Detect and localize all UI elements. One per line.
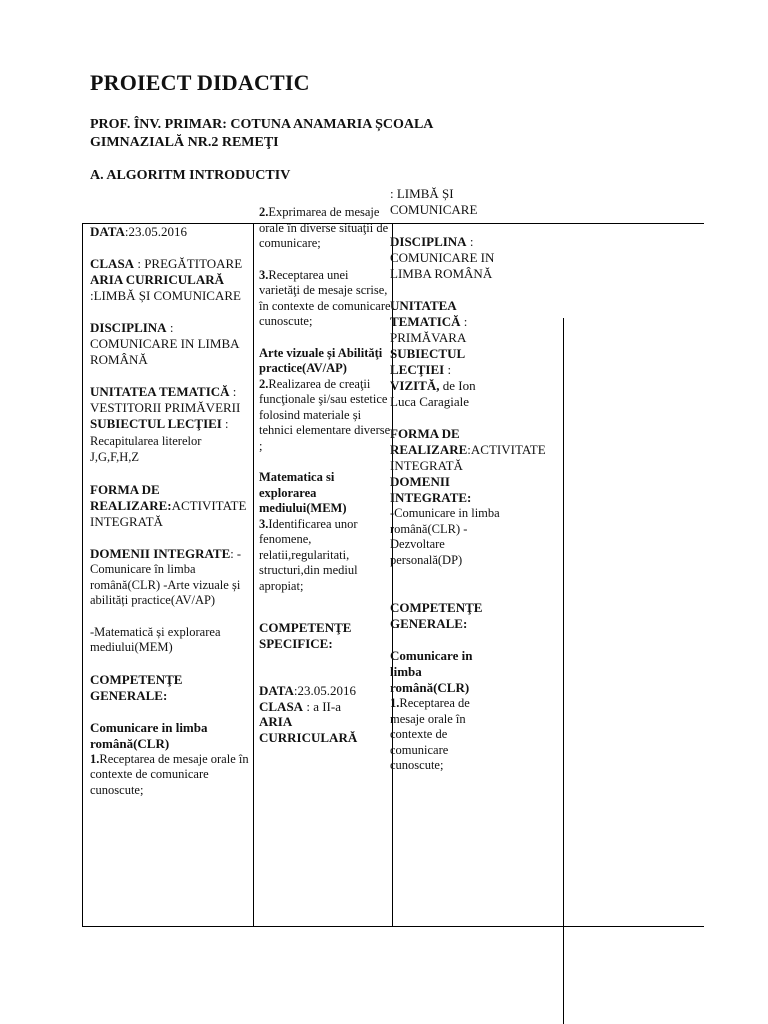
item-3 [259, 268, 391, 330]
mate-text: Identificarea unor fenomene, relatii,regularitati, structuri,din mediul apropiat; [259, 516, 358, 593]
clr-label: Comunicare in limba română(CLR) [90, 719, 208, 751]
subiectul-row [90, 416, 250, 466]
aria-label-2: ARIA CURRICULARĂ [259, 714, 358, 745]
column-1 [90, 224, 250, 798]
arte-label: Arte vizuale și Abilităţi practice(AV/AP) [259, 345, 383, 375]
unitatea-row-3 [390, 298, 500, 346]
data-row [90, 224, 250, 240]
mate-item [259, 517, 391, 595]
vizita-author: de Ion Luca Caragiale [390, 378, 476, 409]
aria-row [90, 272, 250, 304]
subiectul-value-3: : [444, 362, 452, 377]
table-bottom-border [82, 926, 704, 927]
aria-label: ARIA CURRICULARĂ [90, 272, 224, 287]
clr-text: Receptarea de mesaje orale în contexte de comunicare cunoscute; [90, 751, 249, 797]
item-2 [259, 205, 391, 252]
item-2-num: 2. [259, 205, 269, 219]
item-2-text: Exprimarea de mesaje orale în diverse situaţii de comunicare; [259, 205, 389, 250]
competente-generale-label: COMPETENŢE GENERALE: [90, 671, 183, 703]
clasa-row-2 [259, 699, 391, 715]
subiectul-row-3 [390, 346, 500, 410]
unitatea-label-3: UNITATEA TEMATICĂ [390, 298, 461, 329]
domenii-value-1: : -Comunicare în limba română(CLR) -Arte vizuale și abilități practice(AV/AP) [90, 546, 242, 607]
data-label-2: DATA [259, 683, 294, 698]
clr-item [90, 752, 250, 799]
clr-num-3: 1. [390, 696, 400, 710]
domenii-value-3: -Comunicare in limba română(CLR) -Dezvoltare personală(DP) [390, 506, 500, 567]
teacher-info: PROF. ÎNV. PRIMAR: COTUNA ANAMARIA ȘCOALA GIMNAZIALĂ NR.2 REMEŢI [90, 117, 433, 150]
data-row-2 [259, 683, 391, 699]
disciplina-row [90, 320, 250, 368]
forma-value-3: :ACTIVITATE INTEGRATĂ [390, 442, 546, 473]
disciplina-value-3: : COMUNICARE IN LIMBA ROMÂNĂ [390, 234, 495, 281]
data-label: DATA [90, 224, 125, 239]
domenii-label: DOMENII INTEGRATE [90, 545, 231, 561]
disciplina-row-3 [390, 234, 500, 282]
arte-item [259, 377, 391, 455]
mate-num: 3. [259, 516, 269, 531]
unitatea-value: : VESTITORII PRIMĂVERII [90, 384, 241, 415]
unitatea-label: UNITATEA TEMATICĂ [90, 384, 230, 399]
table-left-border [82, 223, 83, 926]
data-value: :23.05.2016 [124, 224, 188, 239]
mate-label: Matematica si explorarea mediului(MEM) [259, 470, 347, 515]
forma-value: ACTIVITATE INTEGRATĂ [90, 497, 247, 529]
page-divider [563, 318, 564, 1024]
column-2 [259, 205, 391, 745]
clr-label-3: Comunicare in limba română(CLR) [390, 648, 473, 695]
domenii-row [90, 546, 250, 609]
aria-value: :LIMBĂ ȘI COMUNICARE [90, 288, 241, 303]
clr-num: 1. [90, 751, 100, 766]
clasa-label: CLASA [90, 256, 135, 271]
disciplina-label: DISCIPLINA [90, 320, 167, 335]
domenii-label-3: DOMENII INTEGRATE: [390, 474, 472, 505]
subiectul-label-3: SUBIECTUL LECŢIEI [390, 346, 465, 377]
clr-item-3 [390, 696, 500, 774]
competente-generale-label-3: COMPETENŢE GENERALE: [390, 600, 483, 631]
item-3-text: Receptarea unei varietăţi de mesaje scrise, în contexte de comunicare cunoscute; [259, 267, 391, 328]
domenii-value-2: -Matematică și explorarea mediului(MEM) [90, 624, 221, 654]
clasa-label-2: CLASA [259, 698, 304, 714]
clasa-value: : PREGĂTITOARE [134, 256, 243, 271]
forma-label-3: FORMA DE REALIZARE [390, 426, 468, 457]
forma-label: FORMA DE REALIZARE: [90, 481, 172, 513]
clr-text-3: Receptarea de mesaje orale în contexte de comunicare cunoscute; [390, 696, 470, 772]
disciplina-label-3: DISCIPLINA [390, 234, 467, 249]
section-heading: A. ALGORITM INTRODUCTIV [90, 168, 291, 183]
forma-row-3 [390, 426, 546, 474]
arte-text: Realizarea de creaţii funcţionale şi/sau estetice folosind materiale și tehnici elementare diverse ; [259, 376, 391, 453]
document-title: PROIECT DIDACTIC [90, 70, 310, 95]
data-value-2: :23.05.2016 [293, 683, 357, 698]
clasa-value-2: : a II-a [303, 698, 341, 714]
column-divider-1 [253, 223, 254, 926]
subiectul-value: : Recapitularea literelor J,G,F,H,Z [90, 417, 229, 464]
vizita-title: VIZITĂ, [390, 378, 440, 393]
clasa-row [90, 256, 250, 272]
forma-row [90, 482, 250, 530]
subiectul-label: SUBIECTUL LECŢIEI [90, 416, 222, 431]
aria-value-3: : LIMBĂ ȘI COMUNICARE [390, 186, 478, 217]
column-3 [390, 186, 546, 774]
unitatea-row [90, 384, 250, 416]
unitatea-value-3: : PRIMĂVARA [390, 314, 468, 345]
competente-specifice-label: COMPETENŢE SPECIFICE: [259, 620, 352, 651]
arte-num: 2. [259, 376, 269, 391]
item-3-num: 3. [259, 267, 269, 282]
disciplina-value: : COMUNICARE IN LIMBA ROMÂNĂ [90, 320, 239, 367]
